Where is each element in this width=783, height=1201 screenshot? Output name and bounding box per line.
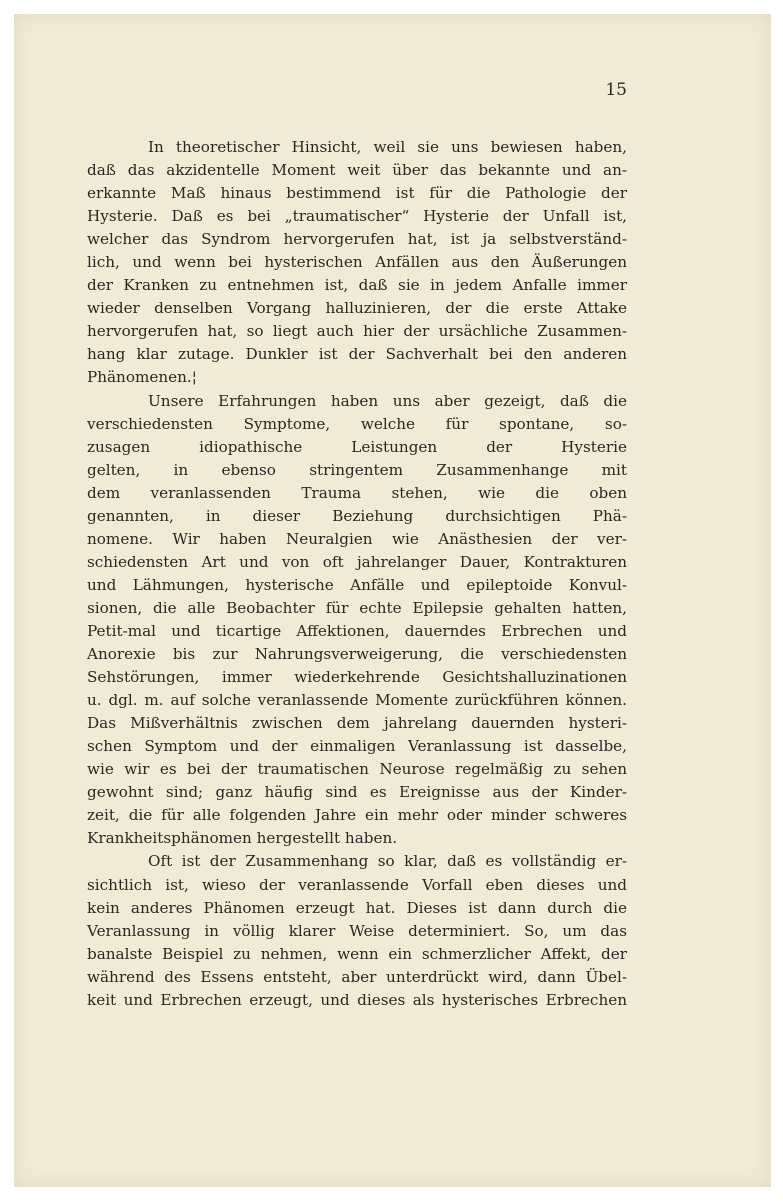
text-line: genannten, in dieser Beziehung durchsichtigen Phä-	[87, 506, 627, 525]
text-line: sionen, die alle Beobachter für echte Epilepsie gehalten hatten,	[87, 598, 627, 617]
text-line: Petit-mal und ticartige Affektionen, dauerndes Erbrechen und	[87, 621, 627, 640]
text-line: Hysterie. Daß es bei „traumatischer“ Hysterie der Unfall ist,	[87, 207, 627, 226]
text-line: gewohnt sind; ganz häufig sind es Ereignisse aus der Kinder-	[87, 783, 627, 802]
text-line: banalste Beispiel zu nehmen, wenn ein schmerzlicher Affekt, der	[87, 944, 627, 963]
text-line: kein anderes Phänomen erzeugt hat. Dieses ist dann durch die	[87, 898, 627, 917]
text-line: zeit, die für alle folgenden Jahre ein mehr oder minder schweres	[87, 806, 627, 825]
text-line: Krankheitsphänomen hergestellt haben.	[87, 829, 398, 848]
text-line: wie wir es bei der traumatischen Neurose regelmäßig zu sehen	[87, 760, 627, 779]
text-line: hervorgerufen hat, so liegt auch hier der ursächliche Zusammen-	[87, 322, 627, 341]
text-line: keit und Erbrechen erzeugt, und dieses als hysterisches Erbrechen	[87, 990, 627, 1009]
text-line: Das Mißverhältnis zwischen dem jahrelang dauernden hysteri-	[87, 714, 627, 733]
paragraph-2	[87, 390, 627, 851]
body-text	[87, 136, 627, 1012]
paragraph-3	[87, 850, 627, 1011]
text-line: dem veranlassenden Trauma stehen, wie die oben	[87, 483, 627, 502]
text-line: Sehstörungen, immer wiederkehrende Gesichtshalluzinationen	[87, 668, 627, 687]
text-line: daß das akzidentelle Moment weit über das bekannte und an-	[87, 161, 627, 180]
paragraph-1	[87, 136, 627, 390]
text-line: lich, und wenn bei hysterischen Anfällen aus den Äußerungen	[87, 253, 627, 272]
text-line: u. dgl. m. auf solche veranlassende Momente zurückführen können.	[87, 691, 627, 710]
text-line: und Lähmungen, hysterische Anfälle und epileptoide Konvul-	[87, 575, 627, 594]
text-line: hang klar zutage. Dunkler ist der Sachverhalt bei den anderen	[87, 345, 627, 364]
text-line: gelten, in ebenso stringentem Zusammenhange mit	[87, 460, 627, 479]
text-line: In theoretischer Hinsicht, weil sie uns bewiesen haben,	[148, 138, 627, 156]
text-line: während des Essens entsteht, aber unterdrückt wird, dann Übel-	[87, 967, 627, 986]
text-line: sichtlich ist, wieso der veranlassende Vorfall eben dieses und	[87, 875, 627, 894]
text-line: Phänomenen.¦	[87, 368, 197, 387]
text-line: erkannte Maß hinaus bestimmend ist für die Pathologie der	[87, 184, 627, 203]
text-line: Unsere Erfahrungen haben uns aber gezeigt, daß die	[148, 391, 627, 410]
page-number: 15	[605, 80, 627, 100]
text-line: wieder denselben Vorgang halluzinieren, der die erste Attake	[87, 299, 627, 318]
text-line: Anorexie bis zur Nahrungsverweigerung, die verschiedensten	[87, 645, 627, 664]
text-line: verschiedensten Symptome, welche für spontane, so-	[87, 414, 627, 433]
text-line: schen Symptom und der einmaligen Veranlassung ist dasselbe,	[87, 737, 627, 756]
text-line: der Kranken zu entnehmen ist, daß sie in jedem Anfalle immer	[87, 276, 627, 295]
text-line: welcher das Syndrom hervorgerufen hat, ist ja selbstverständ-	[87, 230, 627, 249]
text-line: schiedensten Art und von oft jahrelanger Dauer, Kontrakturen	[87, 552, 627, 571]
text-line: Veranlassung in völlig klarer Weise determiniert. So, um das	[87, 921, 627, 940]
text-line: nomene. Wir haben Neuralgien wie Anästhesien der ver-	[87, 529, 627, 548]
text-line: zusagen idiopathische Leistungen der Hysterie	[87, 437, 627, 456]
text-line: Oft ist der Zusammenhang so klar, daß es vollständig er-	[148, 852, 627, 871]
